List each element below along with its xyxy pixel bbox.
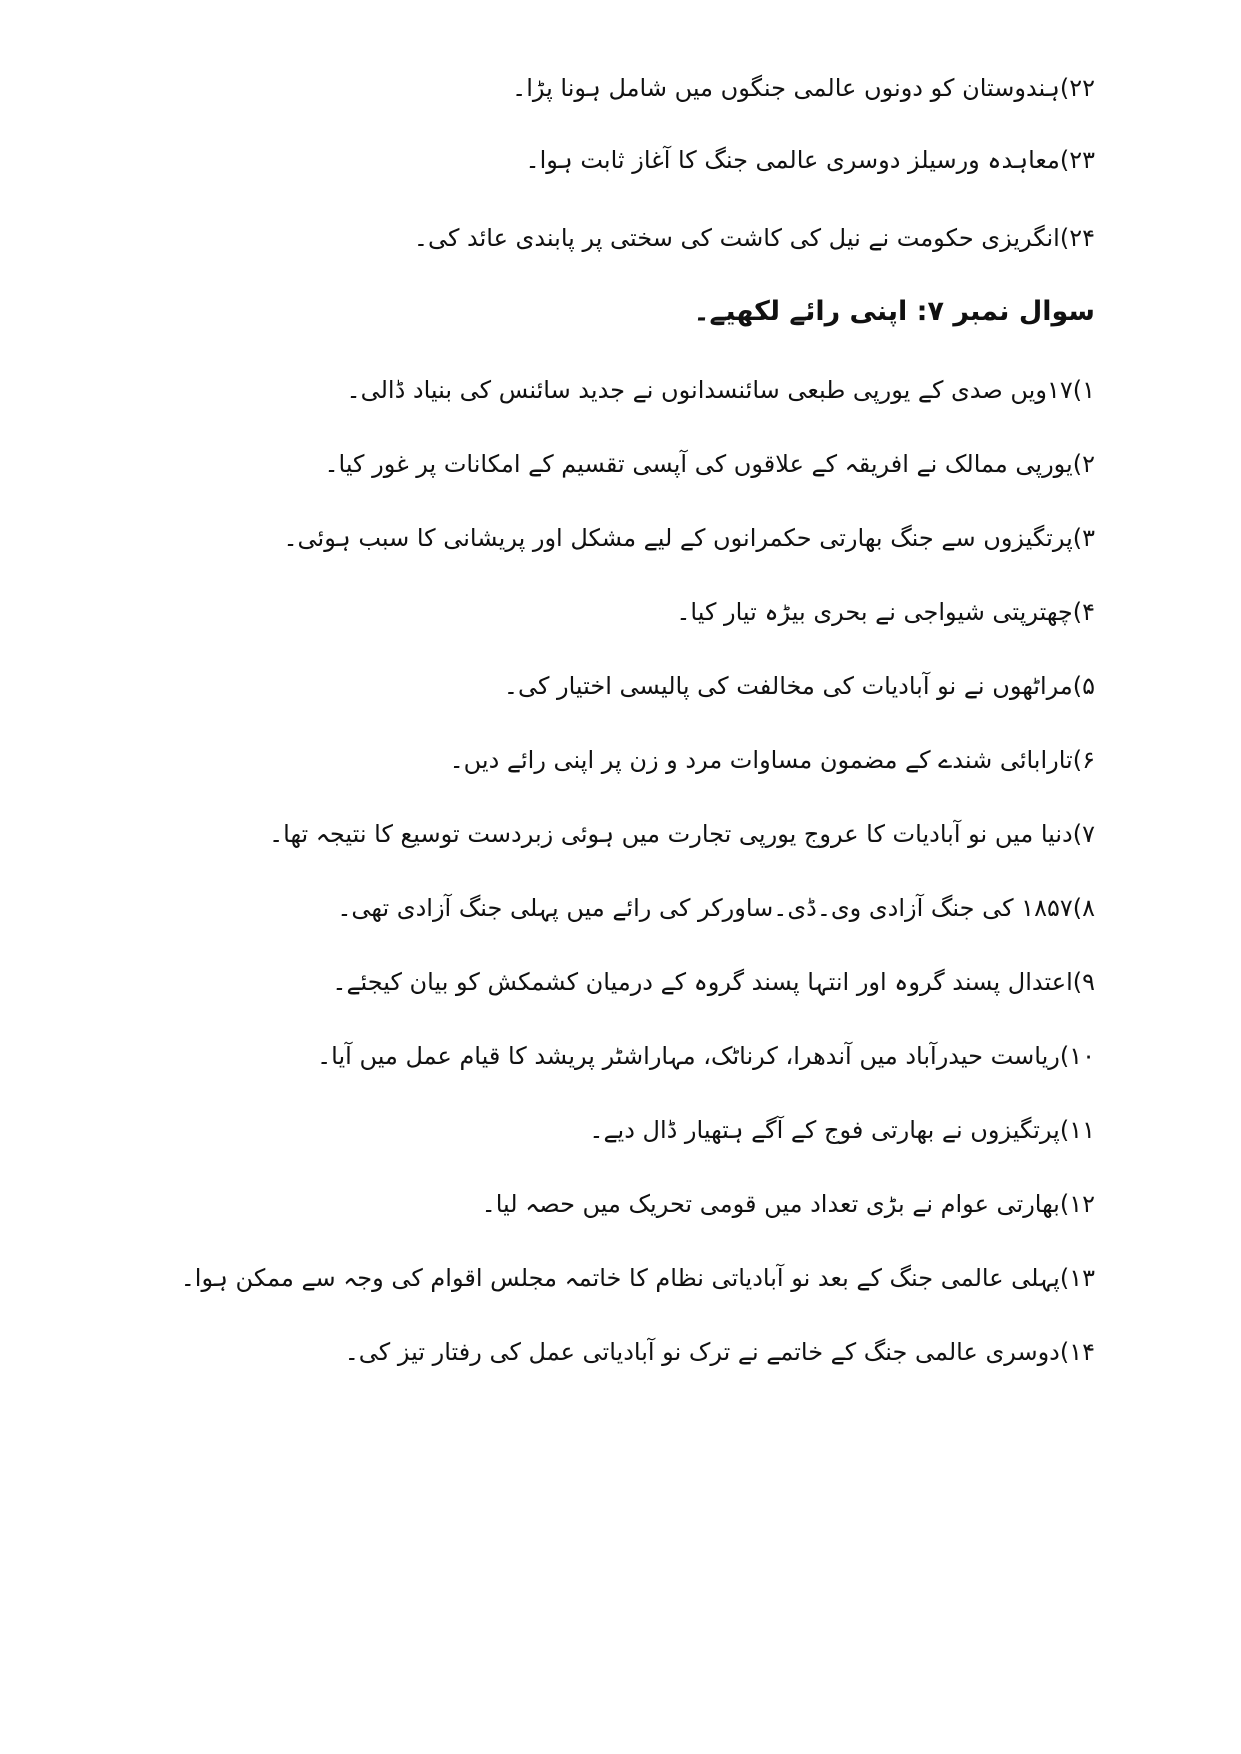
question-10: ۱۰)ریاست حیدرآباد میں آندھرا، کرناٹک، مہاراشٹر پریشد کا قیام عمل میں آیا۔ <box>317 1042 1095 1070</box>
question-2: ۲)یورپی ممالک نے افریقہ کے علاقوں کی آپسی تقسیم کے امکانات پر غور کیا۔ <box>324 450 1095 478</box>
question-14: ۱۴)دوسری عالمی جنگ کے خاتمے نے ترک نو آبادیاتی عمل کی رفتار تیز کی۔ <box>344 1338 1095 1366</box>
question-9: ۹)اعتدال پسند گروہ اور انتہا پسند گروہ کے درمیان کشمکش کو بیان کیجئے۔ <box>332 968 1095 996</box>
question-7: ۷)دنیا میں نو آبادیات کا عروج یورپی تجارت میں ہوئی زبردست توسیع کا نتیجہ تھا۔ <box>269 820 1095 848</box>
question-11: ۱۱)پرتگیزوں نے بھارتی فوج کے آگے ہتھیار ڈال دیے۔ <box>589 1116 1095 1144</box>
question-13: ۱۳)پہلی عالمی جنگ کے بعد نو آبادیاتی نظام کا خاتمہ مجلس اقوام کی وجہ سے ممکن ہوا۔ <box>180 1264 1095 1292</box>
question-4: ۴)چھترپتی شیواجی نے بحری بیڑہ تیار کیا۔ <box>676 598 1095 626</box>
question-12: ۱۲)بھارتی عوام نے بڑی تعداد میں قومی تحریک میں حصہ لیا۔ <box>481 1190 1095 1218</box>
question-8: ۸)۱۸۵۷ کی جنگ آزادی وی۔ڈی۔ساورکر کی رائے میں پہلی جنگ آزادی تھی۔ <box>337 894 1095 922</box>
question-3: ۳)پرتگیزوں سے جنگ بھارتی حکمرانوں کے لیے مشکل اور پریشانی کا سبب ہوئی۔ <box>283 524 1095 552</box>
question-5: ۵)مراٹھوں نے نو آبادیات کی مخالفت کی پالیسی اختیار کی۔ <box>503 672 1095 700</box>
section-heading: سوال نمبر ۷: اپنی رائے لکھیے۔ <box>693 296 1095 327</box>
statement-22: ۲۲)ہندوستان کو دونوں عالمی جنگوں میں شامل ہونا پڑا۔ <box>512 74 1095 102</box>
question-1: ۱)۱۷ویں صدی کے یورپی طبعی سائنسدانوں نے جدید سائنس کی بنیاد ڈالی۔ <box>346 376 1095 404</box>
question-6: ۶)تارابائی شندے کے مضمون مساوات مرد و زن پر اپنی رائے دیں۔ <box>449 746 1095 774</box>
statement-23: ۲۳)معاہدہ ورسیلز دوسری عالمی جنگ کا آغاز ثابت ہوا۔ <box>525 146 1095 174</box>
statement-24: ۲۴)انگریزی حکومت نے نیل کی کاشت کی سختی پر پابندی عائد کی۔ <box>413 224 1095 252</box>
